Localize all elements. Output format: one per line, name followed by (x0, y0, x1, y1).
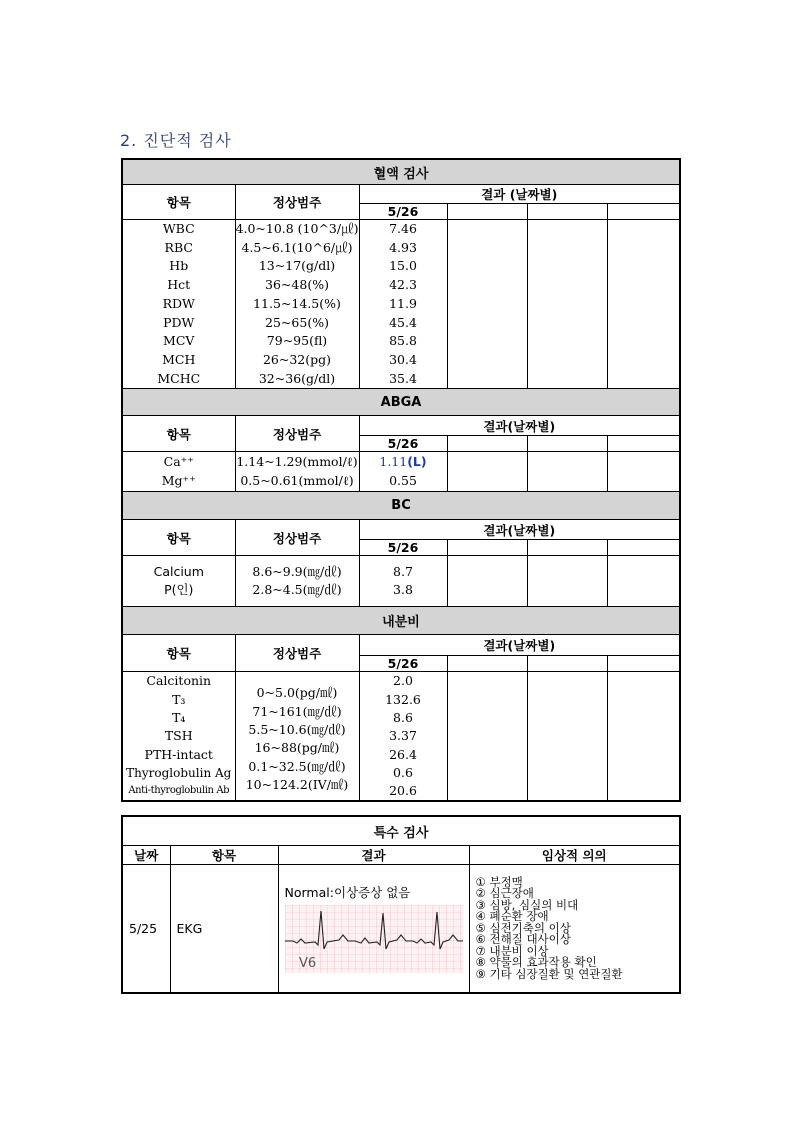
significance-item: ① 부정맥 (475, 874, 523, 889)
bc-empty-date (607, 540, 680, 556)
bc-item-header: 항목 (122, 520, 235, 556)
range-label: 0.1~32.5(㎎/㎗) (248, 758, 346, 774)
result-value: 20.6 (389, 783, 417, 799)
item-label: Anti-thyroglobulin Ab (128, 785, 230, 797)
abga-item-header: 항목 (122, 416, 235, 452)
result-value: 0.6 (393, 764, 413, 780)
endocrine-empty-date (527, 656, 607, 672)
result-value: 0.55 (389, 472, 417, 488)
result-value: 42.3 (389, 277, 417, 293)
special-significance-header: 임상적 의의 (469, 846, 680, 865)
bc-section-title: BC (122, 492, 680, 520)
endocrine-ranges-cell (235, 672, 359, 802)
range-label: 16~88(pg/㎖) (254, 740, 340, 756)
special-result-header: 결과 (278, 846, 469, 865)
ekg-result-text: Normal:이상증상 없음 (284, 885, 411, 900)
range-label: 8.6~9.9(㎎/㎗) (252, 563, 342, 579)
lab-results-table (121, 158, 681, 802)
item-label: Mg⁺⁺ (161, 472, 196, 488)
special-date-header: 날짜 (122, 846, 170, 865)
range-label: 5.5~10.6(㎎/㎗) (248, 722, 346, 738)
significance-item: ⑦ 내분비 이상 (475, 943, 549, 958)
bc-items-cell (122, 556, 235, 607)
ca-value: 1.11 (379, 454, 408, 470)
result-value: 132.6 (385, 691, 421, 707)
blood-ranges-cell (235, 220, 359, 389)
bc-empty-date (447, 540, 527, 556)
range-label: 4.5~6.1(10^6/㎕) (241, 239, 353, 255)
bc-values-cell (359, 556, 447, 607)
ekg-lead-label: V6 (298, 956, 316, 971)
result-value: 11.9 (389, 295, 417, 311)
range-label: 26~32(pg) (262, 351, 332, 367)
section-heading: 2. 진단적 검사 (120, 131, 232, 150)
result-value: 7.46 (389, 221, 417, 236)
abga-range-header: 정상범주 (235, 416, 359, 452)
result-value: 45.4 (389, 314, 417, 330)
item-label: RBC (164, 239, 193, 255)
endocrine-empty-date (607, 656, 680, 672)
significance-item: ② 심근장애 (475, 886, 534, 900)
item-label: MCHC (157, 370, 201, 386)
range-label: 71~161(㎎/㎗) (252, 703, 342, 719)
blood-result-header: 결과 (날짜별) (359, 185, 680, 204)
abga-result-header: 결과(날짜별) (359, 416, 680, 436)
endocrine-items-cell (122, 672, 235, 802)
range-label: 4.0~10.8 (10^3/㎕) (235, 221, 359, 236)
item-label: T₄ (172, 709, 186, 725)
item-label: PDW (163, 314, 195, 330)
blood-date-header: 5/26 (359, 204, 447, 220)
range-label: 36~48(%) (265, 277, 329, 293)
bc-date-header: 5/26 (359, 540, 447, 556)
item-label: Ca⁺⁺ (163, 454, 194, 470)
blood-item-header: 항목 (122, 185, 235, 220)
range-label: 10~124.2(IV/㎖) (245, 776, 349, 792)
item-label: T₃ (172, 691, 186, 707)
significance-item: ⑧ 약물의 효과작용 확인 (475, 955, 597, 969)
low-flag: (L) (407, 454, 427, 470)
empty-result-cell (447, 556, 527, 607)
range-label: 0~5.0(pg/㎖) (256, 685, 338, 701)
empty-result-cell (607, 452, 680, 492)
endocrine-range-header: 정상범주 (235, 635, 359, 672)
empty-result-cell (447, 220, 527, 389)
endocrine-date-header: 5/26 (359, 656, 447, 672)
abga-items-cell (122, 452, 235, 492)
result-value: 8.7 (393, 563, 413, 579)
result-value: 4.93 (389, 239, 417, 255)
bc-empty-date (527, 540, 607, 556)
empty-result-cell (527, 220, 607, 389)
abga-section-title: ABGA (122, 389, 680, 416)
ekg-strip-image (285, 905, 463, 973)
blood-empty-date (447, 204, 527, 220)
result-value: 26.4 (389, 746, 417, 762)
empty-result-cell (607, 672, 680, 802)
endocrine-section-title: 내분비 (122, 607, 680, 635)
result-value: 8.6 (393, 709, 413, 725)
range-label: 1.14~1.29(mmol/ℓ) (236, 454, 358, 470)
bc-ranges-cell (235, 556, 359, 607)
abga-date-header: 5/26 (359, 436, 447, 452)
item-label: MCH (162, 351, 196, 367)
endocrine-empty-date (447, 656, 527, 672)
significance-list (469, 865, 680, 993)
item-label: Calcium (153, 563, 204, 579)
item-label: TSH (164, 728, 193, 744)
range-label: 0.5~0.61(mmol/ℓ) (240, 472, 354, 488)
result-value: 15.0 (389, 258, 417, 274)
abga-ranges-cell (235, 452, 359, 492)
significance-item: ⑨ 기타 심장질환 및 연관질환 (475, 966, 623, 981)
item-label: MCV (163, 333, 195, 349)
item-label: RDW (162, 295, 195, 311)
range-label: 25~65(%) (265, 314, 329, 330)
endocrine-result-header: 결과(날짜별) (359, 635, 680, 656)
blood-empty-date (527, 204, 607, 220)
special-item: EKG (170, 865, 278, 993)
blood-range-header: 정상범주 (235, 185, 359, 220)
blood-section-title: 혈액 검사 (122, 159, 680, 185)
empty-result-cell (447, 672, 527, 802)
result-value: 2.0 (393, 673, 413, 689)
result-value: 3.8 (393, 582, 413, 598)
empty-result-cell (607, 220, 680, 389)
blood-empty-date (607, 204, 680, 220)
special-item-header: 항목 (170, 846, 278, 865)
item-label: PTH-intact (144, 746, 213, 762)
range-label: 2.8~4.5(㎎/㎗) (252, 582, 342, 598)
empty-result-cell (527, 672, 607, 802)
item-label: Thyroglobulin Ag (126, 765, 232, 780)
empty-result-cell (527, 556, 607, 607)
significance-item: ⑥ 전해질 대사이상 (475, 932, 571, 946)
range-label: 79~95(fl) (266, 333, 328, 349)
blood-items-cell (122, 220, 235, 389)
significance-item: ③ 심방, 심실의 비대 (475, 897, 579, 912)
significance-item: ④ 폐순환 장애 (475, 909, 549, 923)
endocrine-item-header: 항목 (122, 635, 235, 672)
ekg-result-cell (278, 865, 469, 993)
range-label: 13~17(g/dl) (258, 258, 336, 274)
empty-result-cell (607, 556, 680, 607)
item-label: Calcitonin (146, 673, 212, 689)
result-value: 30.4 (389, 351, 417, 367)
special-date: 5/25 (122, 865, 170, 993)
item-label: Hb (169, 258, 189, 274)
result-value: 3.37 (389, 728, 417, 744)
result-value: 35.4 (389, 370, 417, 386)
significance-item: ⑤ 심전기축의 이상 (475, 920, 571, 935)
bc-result-header: 결과(날짜별) (359, 520, 680, 540)
empty-result-cell (447, 452, 527, 492)
abga-empty-date (447, 436, 527, 452)
range-label: 32~36(g/dl) (258, 370, 336, 386)
bc-range-header: 정상범주 (235, 520, 359, 556)
special-test-table (121, 815, 681, 994)
abga-empty-date (527, 436, 607, 452)
blood-values-cell (359, 220, 447, 389)
empty-result-cell (527, 452, 607, 492)
range-label: 11.5~14.5(%) (253, 295, 341, 311)
item-label: Hct (167, 277, 191, 293)
abnormal-result-value (360, 453, 447, 472)
special-section-title: 특수 검사 (122, 816, 680, 846)
abga-values-cell (359, 452, 447, 492)
endocrine-values-cell (359, 672, 447, 802)
item-label: WBC (162, 221, 195, 236)
abga-empty-date (607, 436, 680, 452)
result-value: 85.8 (389, 333, 417, 349)
item-label: P(인) (164, 582, 194, 598)
